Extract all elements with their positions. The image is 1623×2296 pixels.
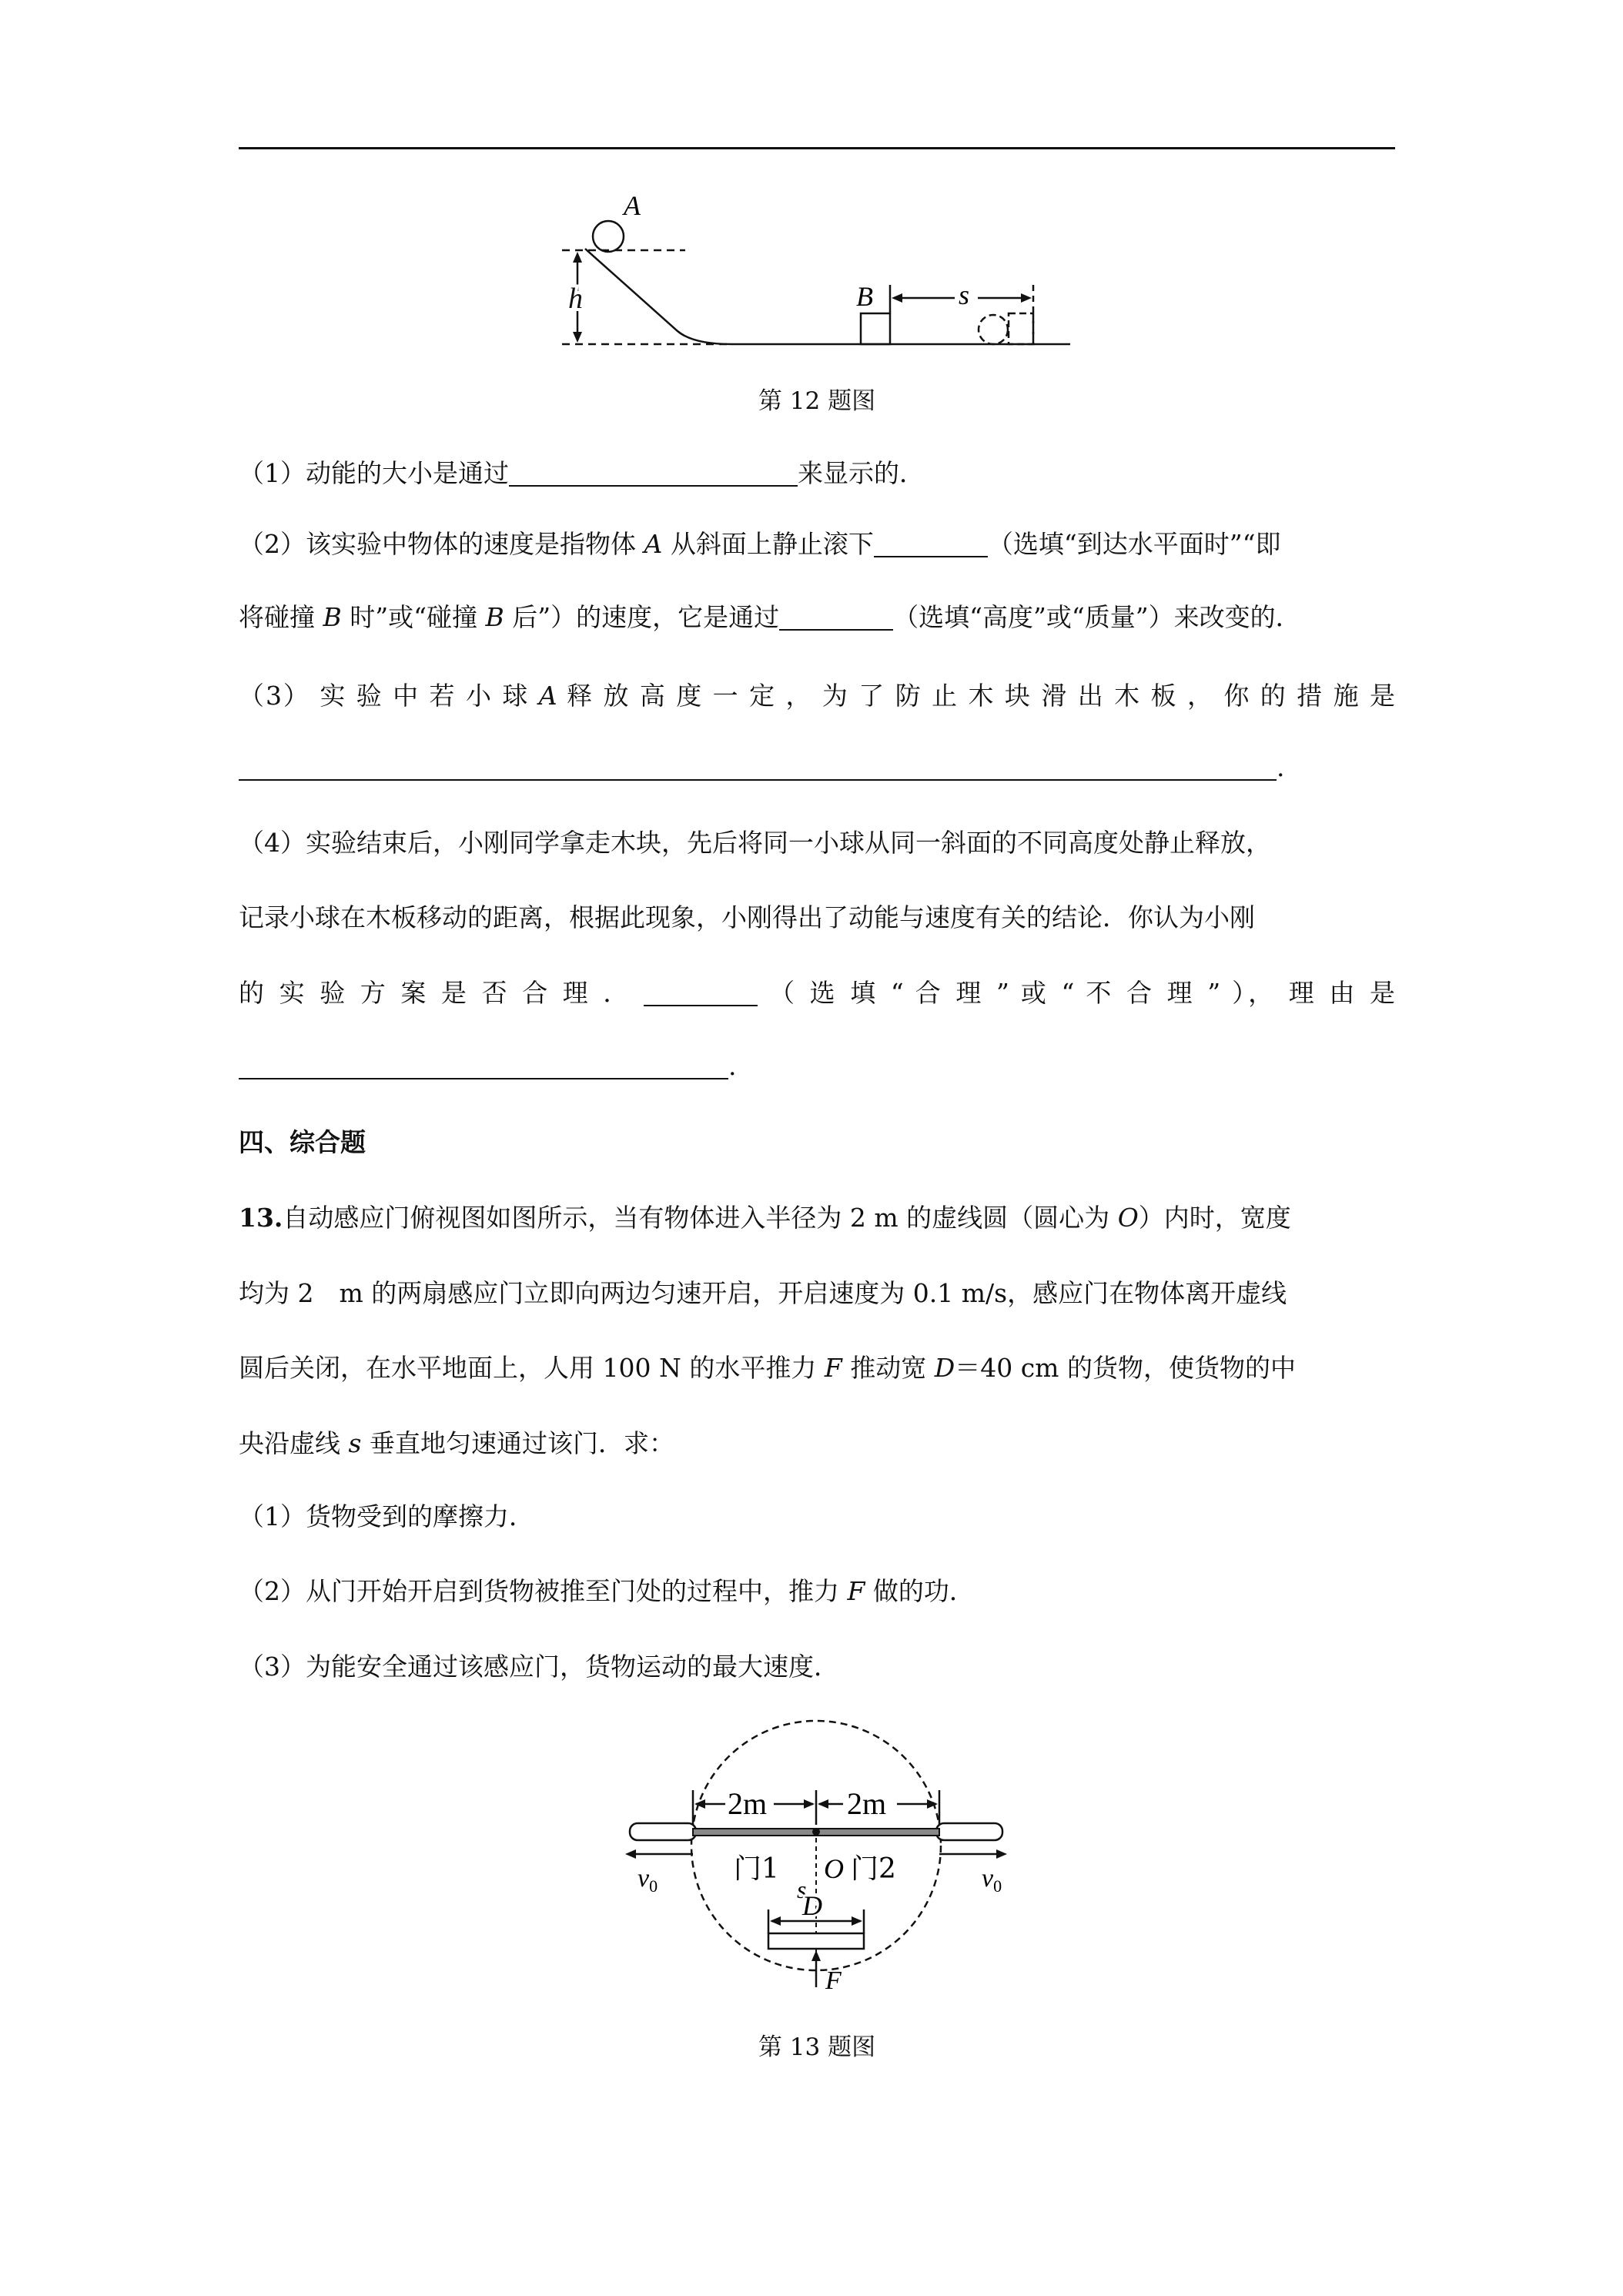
q12-part3-line1: （3） 实 验 中 若 小 球 A 释 放 高 度 一 定 ， 为 了 防 止 木 块 滑 出 木 板 ， 你 的 措 施 是 — [239, 681, 1395, 711]
q12-part1-blank[interactable] — [509, 459, 798, 487]
q13-line1: 13.自动感应门俯视图如图所示，当有物体进入半径为 2 m 的虚线圆（圆心为 O）内时，宽度 — [239, 1203, 1291, 1233]
left-velocity-label: $v_0$ — [637, 1864, 658, 1896]
dim-arrow-2 — [804, 1799, 815, 1809]
q12-part4-line1: （4）实验结束后，小刚同学拿走木块，先后将同一小球从同一斜面的不同高度处静止释放， — [239, 828, 1271, 858]
cargo-width-left-arrow — [770, 1916, 781, 1926]
dim-right-label: 2m — [847, 1786, 887, 1821]
block-final-position — [1009, 313, 1033, 344]
figure-13-caption: 第 13 题图 — [758, 2033, 876, 2061]
incline-ramp — [585, 249, 731, 344]
q13-sub3: （3）为能安全通过该感应门，货物运动的最大速度． — [239, 1652, 839, 1682]
q12-part3-line2: . — [239, 751, 1285, 785]
right-velocity-label: $v_0$ — [982, 1864, 1002, 1896]
q12-part4-line4: . — [239, 1049, 737, 1083]
distance-label: s — [959, 279, 970, 310]
q12-part4-line2: 记录小球在木板移动的距离，根据此现象，小刚得出了动能与速度有关的结论．你认为小刚 — [239, 902, 1255, 932]
right-velocity-arrowhead — [996, 1849, 1007, 1859]
q12-part2-line2: 将碰撞 B 时”或“碰撞 B 后”）的速度，它是通过 （选填“高度”或“质量”）来改变的． — [239, 602, 1301, 632]
cargo-width-label: D — [802, 1890, 822, 1921]
section-4-heading: 四、综合题 — [239, 1127, 366, 1157]
dim-arrow-4 — [927, 1799, 938, 1809]
cargo-width-right-arrow — [852, 1916, 862, 1926]
q12-part2-blank2[interactable] — [779, 603, 893, 631]
distance-arrow-right-head — [1021, 293, 1032, 303]
figure-13-diagram — [608, 1713, 1024, 1998]
figure-12-caption: 第 12 题图 — [758, 387, 876, 415]
ball-a — [593, 221, 624, 252]
block-b — [861, 313, 890, 344]
q13-sub1: （1）货物受到的摩擦力． — [239, 1501, 534, 1531]
dim-arrow-3 — [818, 1799, 828, 1809]
height-arrow-top-head — [573, 252, 582, 263]
dim-left-label: 2m — [728, 1786, 768, 1821]
force-label: F — [825, 1966, 842, 1995]
q13-line4: 央沿虚线 s 垂直地匀速通过该门．求： — [239, 1428, 674, 1458]
path-label: s — [797, 1876, 807, 1903]
ball-a-label: A — [624, 190, 641, 221]
door1-label: 门1 — [734, 1853, 779, 1885]
figure-12-diagram — [554, 181, 1093, 358]
header-rule — [239, 147, 1395, 149]
q12-part4-line3: 的 实 验 方 案 是 否 合 理 ． （ 选 填 “ 合 理 ” 或 “ 不 合 理 ” ）， 理 由 是 — [239, 978, 1395, 1008]
center-point — [812, 1828, 820, 1836]
left-door-track — [630, 1823, 696, 1840]
q13-line3: 圆后关闭，在水平地面上，人用 100 N 的水平推力 F 推动宽 D＝40 cm 的货物，使货物的中 — [239, 1353, 1296, 1383]
q12-part2-line1: （2）该实验中物体的速度是指物体 A 从斜面上静止滚下 （选填“到达水平面时”“即 — [239, 529, 1281, 559]
door2-label: 门2 — [851, 1853, 896, 1885]
q13-sub2: （2）从门开始开启到货物被推至门处的过程中，推力 F 做的功． — [239, 1576, 975, 1606]
q12-part3-blank[interactable] — [239, 753, 1277, 781]
q12-part2-blank1[interactable] — [874, 530, 988, 557]
distance-arrow-left-head — [892, 293, 902, 303]
center-label: O — [824, 1853, 844, 1884]
force-arrowhead — [812, 1950, 821, 1961]
ball-final-position — [979, 315, 1008, 344]
height-label: h — [568, 283, 583, 315]
q13-line2: 均为 2 m 的两扇感应门立即向两边匀速开启，开启速度为 0.1 m/s，感应门在物体离开虚线 — [239, 1278, 1287, 1308]
height-arrow-bottom-head — [573, 332, 582, 343]
cargo-box — [768, 1933, 864, 1949]
q12-part4-blank2[interactable] — [239, 1052, 728, 1079]
q12-part1: （1）动能的大小是通过 来显示的． — [239, 458, 925, 488]
block-b-label: B — [856, 281, 873, 312]
q12-part4-blank1[interactable] — [644, 979, 758, 1006]
left-velocity-arrowhead — [625, 1849, 636, 1859]
dim-arrow-1 — [694, 1799, 705, 1809]
right-door-track — [936, 1823, 1002, 1840]
